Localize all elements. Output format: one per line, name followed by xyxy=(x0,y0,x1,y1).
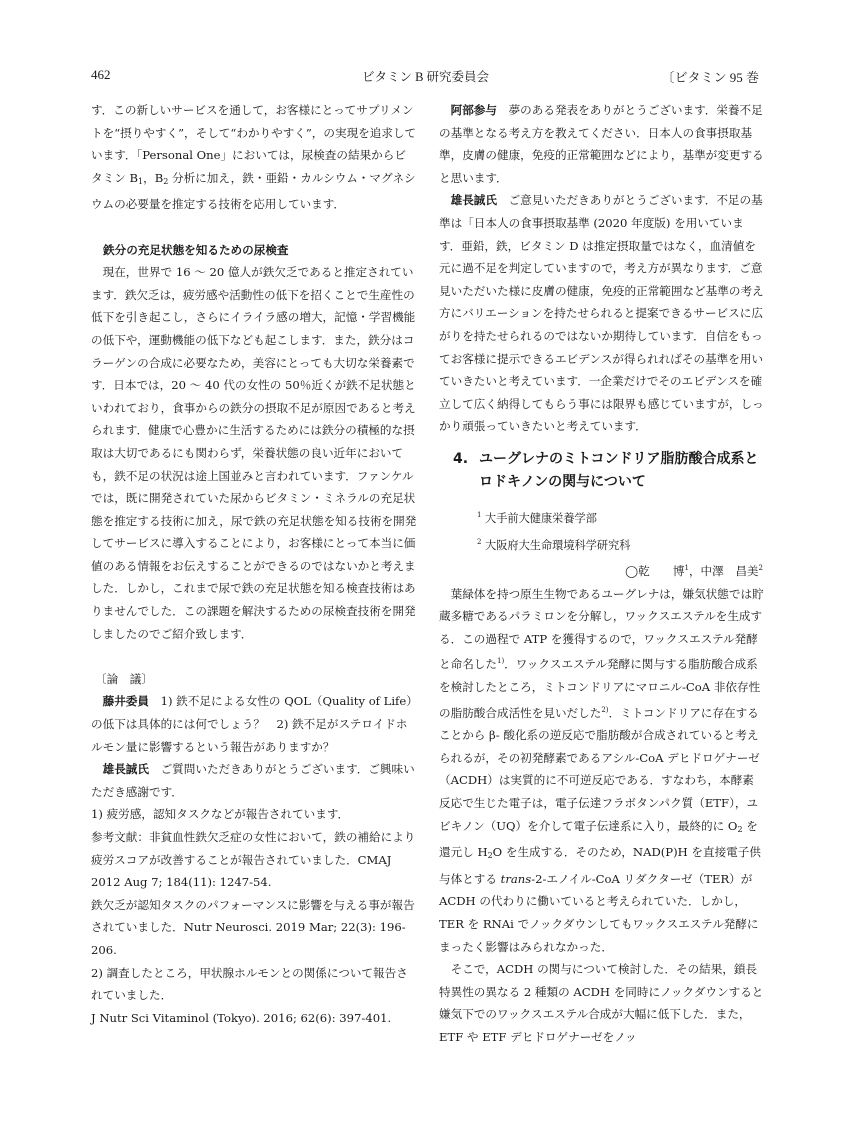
reference-line: J Nutr Sci Vitaminol (Tokyo). 2016; 62(6): 397-401. xyxy=(91,1010,392,1025)
answer-line: 2) 調査したところ，甲状腺ホルモンとの関係について報告されていました． xyxy=(91,965,408,1003)
section-number: 4. xyxy=(453,450,469,467)
body-paragraph-2: そこで，ACDH の関与について検討した．その結果，鎖長特異性の異なる 2 種類の ACDH を同時にノックダウンすると嫌気下でのワックスエステル合成が大幅に低下した．また，ETF や ETF デヒドロゲナーゼをノッ xyxy=(439,962,764,1044)
speaker-name: 藤井委員 xyxy=(102,694,149,709)
speaker-name: 雄長誠氏 xyxy=(450,193,497,208)
discussion-heading: 〔論 議〕 xyxy=(95,671,153,686)
section-heading xyxy=(439,448,765,494)
answer-onaga-2: 雄長誠氏 ご意見いただきありがとうございます．不足の基準は「日本人の食事摂取基準 (2020 年度版) を用いています．亜鉛，鉄，ビタミン D は推定摂取量ではなく，血清値を元に過不足を判定していますので，考え方が異なります．ご意見いただいた様に皮膚の健康，免疫的正常範囲など基準の考え方にバリエーションを持たせられると提案できるサービスに広がりを持たせられるのではないか期待しています．自信をもってお客様に提示できるエビデンスが得られればその基準を用いていきたいと考えています．一企業だけでそのエビデンスを確立して広く納得してもらう事には限界も感じていますが，しっかり頑張っていきたいと考えています． xyxy=(439,193,764,434)
volume-label: 〔ビタミン 95 巻 xyxy=(661,70,759,85)
reference-line: 鉄欠乏が認知タスクのパフォーマンスに影響を与える事が報告されていました．Nutr Neurosci. 2019 Mar; 22(3): 196-206. xyxy=(91,897,415,957)
section-title: ユーグレナのミトコンドリア脂肪酸合成系とロドキノンの関与について xyxy=(479,450,759,490)
speaker-name: 阿部参与 xyxy=(450,103,497,117)
intro-paragraph: す．この新しいサービスを通して，お客様にとってサプリメントを“摂りやすく”，そして“わかりやすく”，の実現を追求しています．「Personal One」においては，尿検査の結果からビタミン $B_1$，$B_2$ 分析に加え，鉄・亜鉛・カルシウム・マグネシウムの必要量を推定する技術を応用しています． xyxy=(91,103,417,212)
right-column xyxy=(439,99,765,1049)
affiliation-2: $^2$ 大阪府大生命環境科学研究科 xyxy=(477,537,631,552)
answer-line: 1) 疲労感，認知タスクなどが報告されています． xyxy=(91,807,350,822)
iron-subheading: 鉄分の充足状態を知るための尿検査 xyxy=(103,242,289,257)
speaker-name: 雄長誠氏 xyxy=(102,762,149,777)
question-fujii: 藤井委員 1) 鉄不足による女性の QOL（Quality of Life）の低下は具体的には何でしょう？ 2) 鉄不足がステロイドホルモン量に影響するという報告がありますか？ xyxy=(91,694,412,754)
left-column xyxy=(91,99,417,1029)
answer-onaga: 雄長誠氏 ご質問いただきありがとうございます．ご興味いただき感謝です． xyxy=(91,762,415,799)
reference-line: 参考文献：非貧血性鉄欠乏症の女性において，鉄の補給により疲労スコアが改善することが報告されていました．CMAJ 2012 Aug 7; 184(11): 1247-54. xyxy=(91,830,416,890)
author-line: ◯乾 博$^1$，中澤 昌美$^2$ xyxy=(625,564,763,579)
body-paragraph-1: 葉緑体を持つ原生生物であるユーグレナは，嫌気状態では貯蔵多糖であるパラミロンを分解し，ワックスエステルを生成する．この過程で ATP を獲得するので，ワックスエステル発酵と命名した$^{1)}$．ワックスエステル発酵に関与する脂肪酸合成系を検討したところ，ミトコンドリアにマロニル-CoA 非依存性の脂肪酸合成活性を見いだした$^{2)}$．ミトコンドリアに存在することから β- 酸化系の逆反応で脂肪酸が合成されていると考えられるが，その初発酵素であるアシル-CoA デヒドロゲナーゼ（ACDH）は実質的に不可逆反応である．すなわち，本酵素反応で生じた電子は，電子伝達フラボタンパク質（ETF），ユビキノン（UQ）を介して電子伝達系に入り，最終的に $O_2$ を還元し $H_2O$ を生成する．そのため，NAD(P)H を直接電子供与体とする trans-2-エノイル-CoA リダクターゼ（TER）が ACDH の代わりに働いていると考えられていた．しかし，TER を RNAi でノックダウンしてもワックスエステル発酵にまったく影響はみられなかった． xyxy=(439,586,764,954)
iron-paragraph: 現在，世界で 16 ～ 20 億人が鉄欠乏であると推定されています．鉄欠乏は，疲労感や活動性の低下を招くことで生産性の低下を引き起こし，さらにイライラ感の増大，記憶・学習機能の低下や，運動機能の低下なども起こします．また，鉄分はコラーゲンの合成に必要なため，美容にとっても大切な栄養素です．日本では，20 ～ 40 代の女性の 50％近くが鉄不足状態といわれており，食事からの鉄分の摂取不足が原因であると考えられます．健康で心豊かに生活するためには鉄分の積極的な摂取は大切であるにも関わらず，栄養状態の良い近年においても，鉄不足の状況は途上国並みと言われています．ファンケルでは，既に開発されていた尿からビタミン・ミネラルの充足状態を推定する技術に加え，尿で鉄の充足状態を知る技術を開発してサービスに導入することにより，お客様にとって本当に価値のある情報をお伝えすることができるのではないかと考えました．しかし，これまで尿で鉄の充足状態を知る検査技術はありませんでした．この課題を解決するための尿検査技術を開発しましたのでご紹介致します． xyxy=(91,265,417,641)
page-number: 462 xyxy=(91,67,111,82)
running-header: ビタミン B 研究委員会 xyxy=(361,70,490,84)
affiliation-1: $^1$ 大手前大健康栄養学部 xyxy=(477,510,597,525)
question-abe: 阿部参与 夢のある発表をありがとうございます．栄養不足の基準となる考え方を教えてください．日本人の食事摂取基準，皮膚の健康，免疫的正常範囲などにより，基準が変更すると思います． xyxy=(439,103,764,185)
